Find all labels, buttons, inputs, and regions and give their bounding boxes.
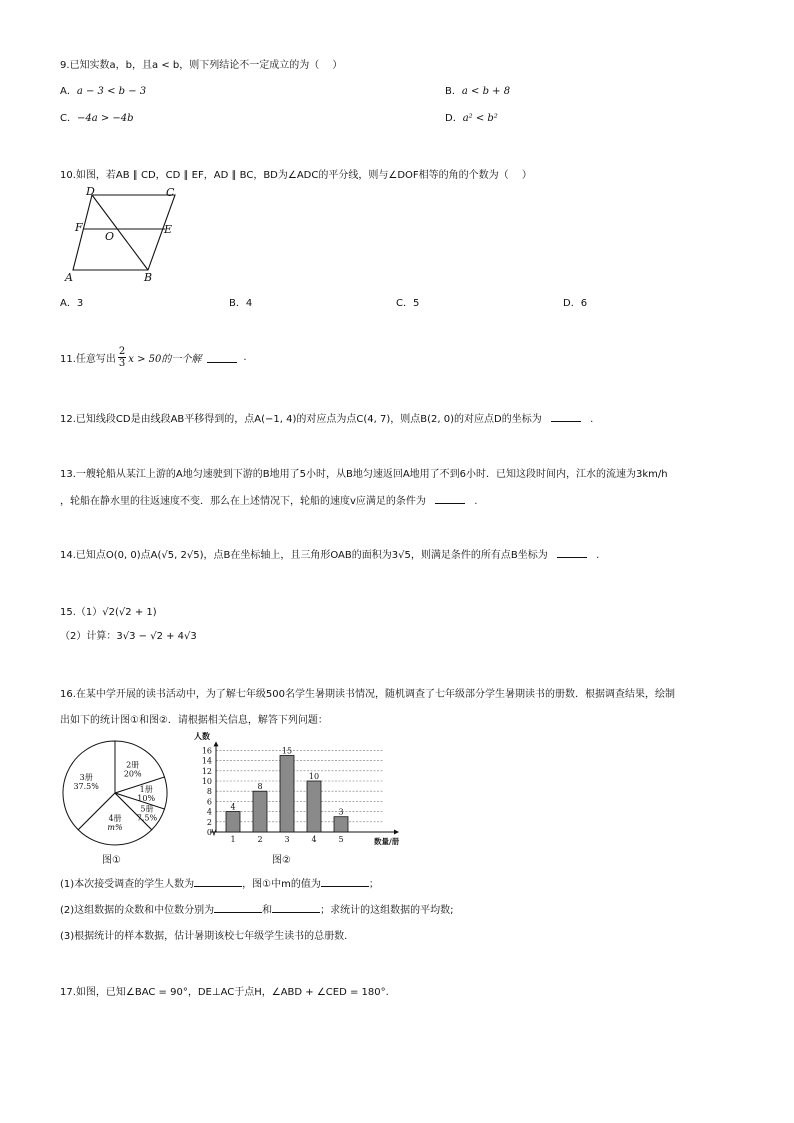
q16-sub2: (2)这组数据的众数和中位数分别为 和 ；求统计的这组数据的平均数;: [60, 901, 454, 916]
q11-answer-blank[interactable]: [207, 352, 237, 363]
pie-category-label: 4册: [108, 814, 122, 824]
label-b: B: [144, 271, 153, 284]
q10-stem: 10.如图，若AB ∥ CD，CD ∥ EF，AD ∥ BC，BD为∠ADC的平分线，则与∠DOF相等的角的个数为（ ）: [60, 170, 532, 181]
y-tick-label: 8: [206, 787, 212, 797]
q9-option-a[interactable]: A．a − 3 < b − 3: [60, 86, 147, 97]
q16-sub1-blank-2[interactable]: [321, 876, 369, 887]
q11-stem: 11.任意写出 2 3 x > 50的一个解 .: [60, 345, 247, 369]
pie-percent-label: m%: [107, 823, 123, 833]
q15-part2: （2）计算：3√3 − √2 + 4√3: [60, 631, 197, 642]
q12-answer-blank[interactable]: [551, 411, 581, 422]
pie-category-label: 2册: [126, 760, 140, 770]
y-axis-label: 人数: [194, 731, 210, 741]
y-tick-label: 12: [201, 766, 212, 776]
pie-percent-label: 10%: [137, 794, 156, 803]
q10-option-c[interactable]: C．5: [396, 298, 420, 309]
x-tick-label: 4: [311, 835, 317, 844]
pie-percent-label: 20%: [123, 769, 142, 779]
pie-category-label: 5册: [140, 804, 154, 814]
x-tick-label: 1: [230, 835, 236, 844]
bar-4: [307, 781, 321, 832]
x-tick-label: 2: [257, 835, 263, 844]
bar-value-label: 10: [308, 772, 320, 781]
x-tick-label: 5: [338, 835, 344, 844]
bar-value-label: 8: [257, 782, 263, 792]
y-tick-label: 4: [206, 807, 212, 817]
q9-option-b[interactable]: B．a < b + 8: [445, 86, 511, 97]
pie-category-label: 1册: [139, 785, 153, 794]
y-tick-label: 10: [201, 777, 212, 786]
y-tick-label: 0: [206, 828, 212, 837]
q15-part1: 15.（1）√2(√2 + 1): [60, 607, 157, 618]
q16-sub2-blank-1[interactable]: [214, 902, 262, 913]
q10-option-b[interactable]: B．4: [229, 298, 253, 309]
q13-line1: 13.一艘轮船从某江上游的A地匀速驶到下游的B地用了5小时，从B地匀速返回A地用了不到6小时．已知这段时间内，江水的流速为3km/h: [60, 469, 668, 480]
q13-line2: ，轮船在静水里的往返速度不变．那么在上述情况下，轮船的速度v应满足的条件为 .: [60, 492, 477, 507]
bar-5: [334, 817, 348, 832]
fig2-caption: 图②: [272, 855, 291, 866]
label-f: F: [75, 221, 83, 234]
pie-category-label: 3册: [79, 773, 93, 783]
pie-chart: [60, 738, 170, 848]
q10-option-d[interactable]: D．6: [563, 298, 588, 309]
q16-sub1: (1)本次接受调查的学生人数为 ，图①中m的值为 ；: [60, 875, 379, 890]
bar-1: [226, 812, 240, 832]
label-o: O: [105, 230, 115, 243]
y-axis-arrow: [214, 741, 219, 746]
y-tick-label: 6: [206, 797, 212, 807]
label-a: A: [65, 271, 73, 284]
y-tick-label: 16: [201, 746, 212, 756]
q14-answer-blank[interactable]: [557, 547, 587, 558]
pie-percent-label: 37.5%: [73, 782, 99, 792]
parallelogram-abcd: [73, 195, 175, 270]
bar-value-label: 4: [230, 802, 236, 812]
q16-line2: 出如下的统计图①和图②．请根据相关信息，解答下列问题：: [60, 715, 328, 726]
bar-2: [253, 791, 267, 832]
q16-sub1-blank-1[interactable]: [194, 876, 242, 887]
bar-chart: [190, 730, 410, 850]
label-e: E: [164, 223, 173, 236]
q9-option-d[interactable]: D．a² < b²: [445, 113, 498, 124]
q16-sub3: (3)根据统计的样本数据，估计暑期该校七年级学生读书的总册数.: [60, 931, 348, 942]
x-axis-arrow: [394, 830, 399, 835]
q12-stem: 12.已知线段CD是由线段AB平移得到的，点A(−1, 4)的对应点为点C(4, 7)，则点B(2, 0)的对应点D的坐标为 .: [60, 410, 593, 425]
q10-option-a[interactable]: A．3: [60, 298, 84, 309]
y-tick-label: 14: [201, 756, 212, 766]
diagonal-bd: [92, 195, 148, 270]
q16-line1: 16.在某中学开展的读书活动中，为了解七年级500名学生暑期读书情况，随机调查了七年级部分学生暑期读书的册数．根据调查结果，绘制: [60, 689, 675, 700]
q13-answer-blank[interactable]: [435, 493, 465, 504]
q14-stem: 14.已知点O(0, 0)点A(√5, 2√5)，点B在坐标轴上，且三角形OAB的面积为3√5，则满足条件的所有点B坐标为 .: [60, 546, 599, 561]
y-tick-label: 2: [206, 817, 212, 827]
q16-sub2-blank-2[interactable]: [272, 902, 320, 913]
label-d: D: [86, 185, 95, 198]
fig1-caption: 图①: [102, 855, 121, 866]
q11-fraction: 2 3: [118, 345, 126, 369]
q9-stem: 9.已知实数a，b，且a < b，则下列结论不一定成立的为（ ）: [60, 60, 343, 71]
x-axis-label: 数量/册: [374, 837, 400, 846]
label-c: C: [166, 186, 175, 199]
bar-value-label: 3: [338, 807, 344, 817]
bar-value-label: 15: [281, 746, 293, 756]
q17-stem: 17.如图，已知∠BAC = 90°，DE⊥AC于点H，∠ABD + ∠CED = 180°.: [60, 987, 389, 998]
pie-percent-label: 7.5%: [136, 813, 158, 823]
x-tick-label: 3: [284, 835, 290, 844]
bar-3: [280, 756, 294, 833]
q10-figure: [60, 184, 190, 284]
q9-option-c[interactable]: C．−4a > −4b: [60, 113, 134, 124]
